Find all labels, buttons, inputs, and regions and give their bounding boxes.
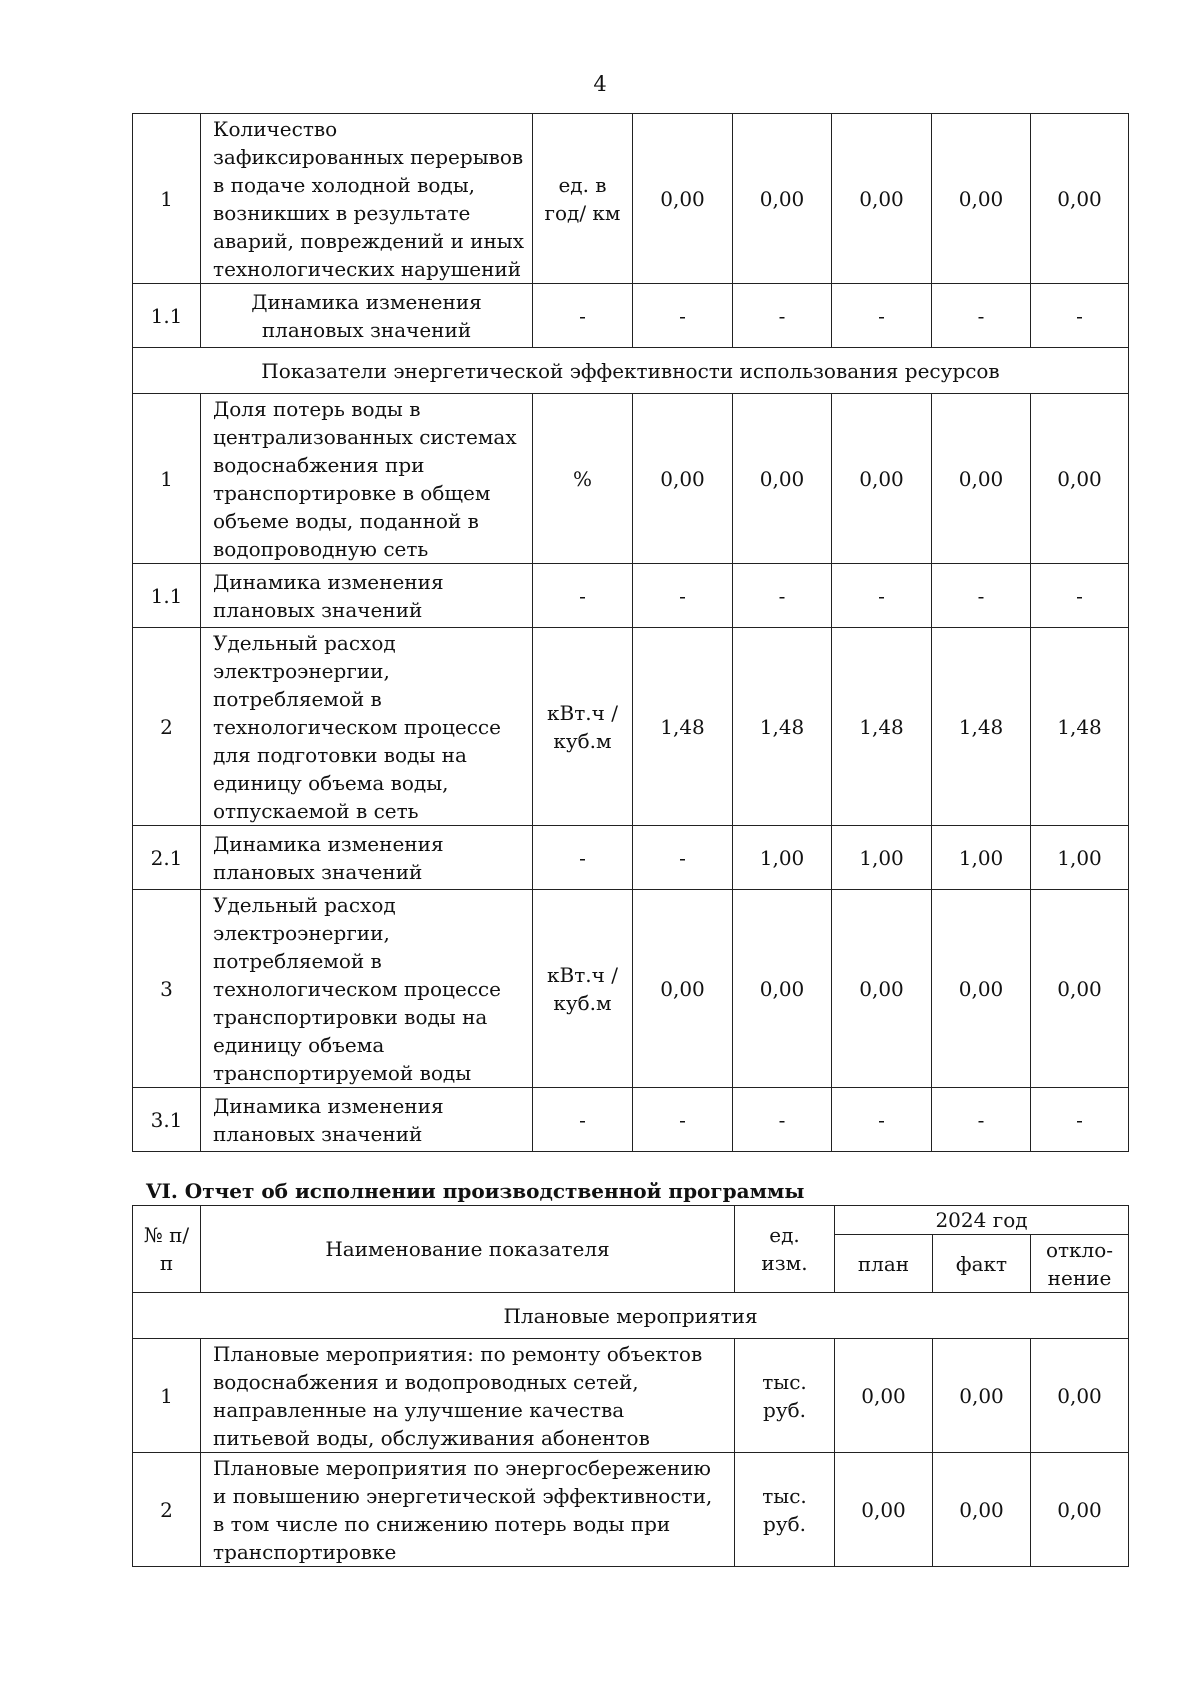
table-row <box>133 1453 1129 1567</box>
table-row <box>133 394 1129 564</box>
row-number: 2 <box>133 628 201 826</box>
value-cell: 0,00 <box>832 890 932 1088</box>
unit-cell: - <box>533 284 633 348</box>
value-cell: - <box>832 564 932 628</box>
value-cell: - <box>832 284 932 348</box>
value-cell: 0,00 <box>633 394 733 564</box>
value-cell: 0,00 <box>832 114 932 284</box>
header-plan: план <box>835 1235 933 1293</box>
value-cell: 1,48 <box>1031 628 1129 826</box>
value-cell: - <box>633 826 733 890</box>
row-number: 1 <box>133 114 201 284</box>
value-cell: 0,00 <box>1031 394 1129 564</box>
value-cell: 1,00 <box>733 826 832 890</box>
value-cell: - <box>733 1088 832 1152</box>
value-cell: 0,00 <box>633 890 733 1088</box>
section-row <box>133 348 1129 394</box>
unit-cell: тыс. руб. <box>735 1339 835 1453</box>
value-cell: - <box>633 564 733 628</box>
value-cell: - <box>832 1088 932 1152</box>
value-cell: 1,48 <box>832 628 932 826</box>
section-title: Показатели энергетической эффективности использования ресурсов <box>133 348 1129 394</box>
deviation-cell: 0,00 <box>1031 1339 1129 1453</box>
row-number: 2.1 <box>133 826 201 890</box>
row-number: 3.1 <box>133 1088 201 1152</box>
unit-cell: % <box>533 394 633 564</box>
fact-cell: 0,00 <box>933 1339 1031 1453</box>
value-cell: 1,48 <box>633 628 733 826</box>
measure-name: Плановые мероприятия: по ремонту объектов водоснабжения и водопроводных сетей, направленные на улучшение качества питьевой воды, обслуживания абонентов <box>201 1339 735 1453</box>
indicator-name: Удельный расход электроэнергии, потребляемой в технологическом процессе транспортировки воды на единицу объема транспортируемой воды <box>201 890 533 1088</box>
header-name: Наименование показателя <box>201 1206 735 1293</box>
table-row <box>133 628 1129 826</box>
row-number: 3 <box>133 890 201 1088</box>
header-deviation: откло-нение <box>1031 1235 1129 1293</box>
value-cell: - <box>633 284 733 348</box>
table-row <box>133 1088 1129 1152</box>
table-row <box>133 1339 1129 1453</box>
value-cell: 0,00 <box>1031 114 1129 284</box>
value-cell: 1,00 <box>1031 826 1129 890</box>
page-number: 4 <box>593 72 607 96</box>
value-cell: 0,00 <box>733 890 832 1088</box>
indicator-name: Динамика изменения плановых значений <box>201 564 533 628</box>
value-cell: 0,00 <box>832 394 932 564</box>
program-report-table <box>132 1205 1129 1567</box>
unit-cell: кВт.ч / куб.м <box>533 890 633 1088</box>
row-number: 1.1 <box>133 284 201 348</box>
value-cell: 0,00 <box>633 114 733 284</box>
value-cell: 0,00 <box>733 394 832 564</box>
value-cell: - <box>733 284 832 348</box>
unit-cell: ед. в год/ км <box>533 114 633 284</box>
unit-cell: кВт.ч / куб.м <box>533 628 633 826</box>
row-number: 1 <box>133 1339 201 1453</box>
table-row <box>133 114 1129 284</box>
subsection-title: Плановые мероприятия <box>133 1293 1129 1339</box>
header-unit: ед. изм. <box>735 1206 835 1293</box>
row-number: 1 <box>133 394 201 564</box>
plan-cell: 0,00 <box>835 1339 933 1453</box>
unit-cell: - <box>533 564 633 628</box>
value-cell: 1,00 <box>932 826 1031 890</box>
fact-cell: 0,00 <box>933 1453 1031 1567</box>
table-row <box>133 826 1129 890</box>
deviation-cell: 0,00 <box>1031 1453 1129 1567</box>
unit-cell: тыс. руб. <box>735 1453 835 1567</box>
value-cell: - <box>633 1088 733 1152</box>
unit-cell: - <box>533 826 633 890</box>
table-row <box>133 284 1129 348</box>
indicator-name: Количество зафиксированных перерывов в подаче холодной воды, возникших в результате аварий, повреждений и иных технологических нарушений <box>201 114 533 284</box>
indicators-table <box>132 113 1129 1152</box>
value-cell: 1,48 <box>932 628 1031 826</box>
header-row <box>133 1206 1129 1235</box>
indicator-name: Динамика изменения плановых значений <box>201 284 533 348</box>
value-cell: - <box>1031 564 1129 628</box>
header-number: № п/п <box>133 1206 201 1293</box>
section-row <box>133 1293 1129 1339</box>
plan-cell: 0,00 <box>835 1453 933 1567</box>
unit-cell: - <box>533 1088 633 1152</box>
value-cell: - <box>932 1088 1031 1152</box>
value-cell: - <box>1031 1088 1129 1152</box>
indicator-name: Динамика изменения плановых значений <box>201 826 533 890</box>
value-cell: 1,00 <box>832 826 932 890</box>
table-row <box>133 564 1129 628</box>
value-cell: - <box>932 564 1031 628</box>
value-cell: 1,48 <box>733 628 832 826</box>
indicator-name: Удельный расход электроэнергии, потребляемой в технологическом процессе для подготовки воды на единицу объема воды, отпускаемой в сеть <box>201 628 533 826</box>
row-number: 2 <box>133 1453 201 1567</box>
section-heading: VI. Отчет об исполнении производственной программы <box>146 1179 805 1203</box>
value-cell: - <box>932 284 1031 348</box>
value-cell: 0,00 <box>1031 890 1129 1088</box>
indicator-name: Доля потерь воды в централизованных системах водоснабжения при транспортировке в общем объеме воды, поданной в водопроводную сеть <box>201 394 533 564</box>
value-cell: 0,00 <box>932 394 1031 564</box>
value-cell: - <box>733 564 832 628</box>
value-cell: - <box>1031 284 1129 348</box>
indicator-name: Динамика изменения плановых значений <box>201 1088 533 1152</box>
measure-name: Плановые мероприятия по энергосбережению и повышению энергетической эффективности, в том числе по снижению потерь воды при транспортировке <box>201 1453 735 1567</box>
row-number: 1.1 <box>133 564 201 628</box>
header-year: 2024 год <box>835 1206 1129 1235</box>
value-cell: 0,00 <box>932 114 1031 284</box>
value-cell: 0,00 <box>733 114 832 284</box>
table-row <box>133 890 1129 1088</box>
value-cell: 0,00 <box>932 890 1031 1088</box>
header-fact: факт <box>933 1235 1031 1293</box>
